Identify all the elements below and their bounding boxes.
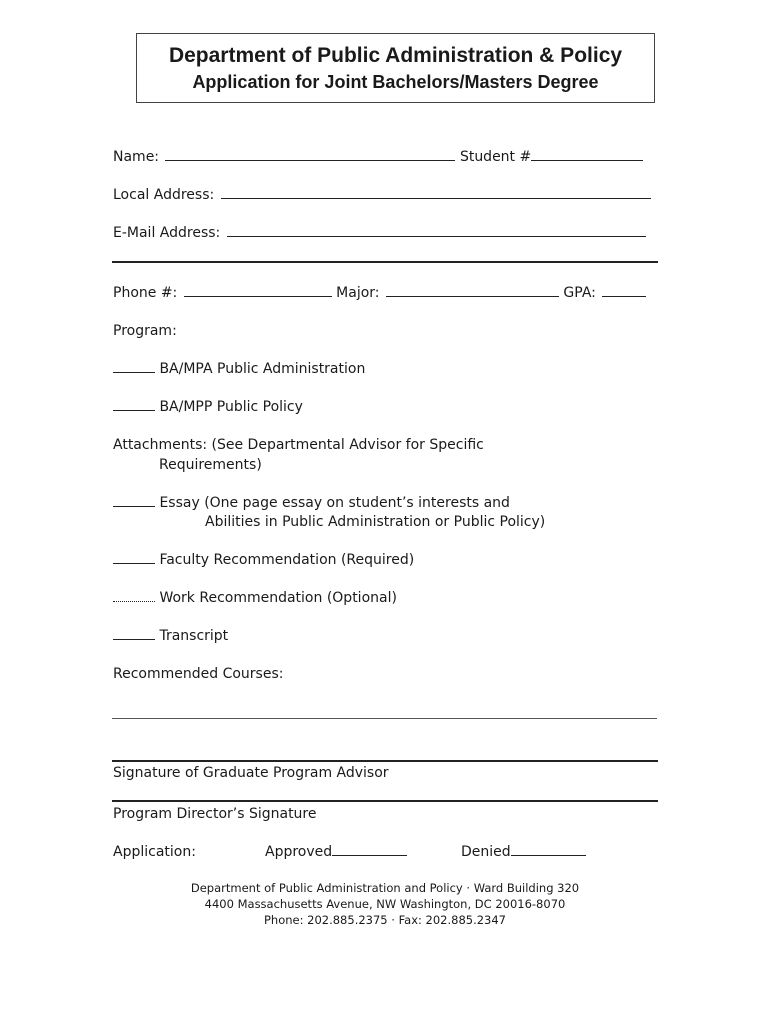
advisor-signature-line[interactable] <box>112 760 658 762</box>
program-option-bampp <box>113 398 303 416</box>
local-address-label: Local Address: <box>113 187 215 203</box>
gpa-label: GPA: <box>563 285 596 301</box>
attachment-essay <box>113 494 510 512</box>
attachment-faculty <box>113 551 414 569</box>
program-option-bampa <box>113 360 365 378</box>
advisor-signature-label: Signature of Graduate Program Advisor <box>113 765 389 781</box>
phone-field[interactable] <box>184 284 332 297</box>
email-label: E-Mail Address: <box>113 225 221 241</box>
attachment-transcript-check[interactable] <box>113 627 155 640</box>
local-address-field[interactable] <box>221 186 651 199</box>
student-number-label: Student # <box>459 149 532 165</box>
denied-label: Denied <box>461 844 511 860</box>
attachment-transcript-label: Transcript <box>159 628 229 644</box>
recommended-courses-field[interactable] <box>112 718 657 719</box>
denied-field[interactable] <box>511 843 586 856</box>
attachment-work <box>113 589 397 607</box>
attachment-transcript <box>113 627 228 645</box>
footer-line2: 4400 Massachusetts Avenue, NW Washington, DC 20016-8070 <box>204 897 566 911</box>
phone-label: Phone #: <box>113 285 178 301</box>
attachment-essay-line2: Abilities in Public Administration or Public Policy) <box>205 514 546 530</box>
attachment-work-label: Work Recommendation (Optional) <box>159 590 397 606</box>
email-field[interactable] <box>227 224 646 237</box>
program-option-bampp-label: BA/MPP Public Policy <box>159 399 303 415</box>
footer <box>0 880 770 928</box>
attachment-essay-check[interactable] <box>113 494 155 507</box>
gpa-field[interactable] <box>602 284 646 297</box>
attachment-work-check[interactable] <box>113 589 155 602</box>
attachment-faculty-check[interactable] <box>113 551 155 564</box>
footer-line1: Department of Public Administration and Policy · Ward Building 320 <box>190 881 580 895</box>
approved-label: Approved <box>265 844 333 860</box>
approved-field[interactable] <box>332 843 407 856</box>
local-address-row <box>113 186 651 204</box>
attachments-label-line1: Attachments: (See Departmental Advisor for Specific <box>113 437 484 453</box>
attachment-faculty-label: Faculty Recommendation (Required) <box>159 552 415 568</box>
attachments-label-line2: Requirements) <box>159 457 262 473</box>
denied-row <box>461 843 586 861</box>
program-option-bampp-check[interactable] <box>113 398 155 411</box>
student-number-field[interactable] <box>531 148 643 161</box>
attachment-essay-label: Essay (One page essay on student’s interests and <box>159 495 510 511</box>
major-label: Major: <box>336 285 380 301</box>
major-field[interactable] <box>386 284 559 297</box>
title-box <box>136 33 655 103</box>
phone-major-gpa-row <box>113 284 646 302</box>
program-label: Program: <box>113 323 177 339</box>
director-signature-line[interactable] <box>112 800 658 802</box>
director-signature-label: Program Director’s Signature <box>113 806 317 822</box>
approved-row <box>265 843 407 861</box>
name-row <box>113 148 643 166</box>
email-row <box>113 224 646 242</box>
program-option-bampa-label: BA/MPA Public Administration <box>159 361 366 377</box>
name-label: Name: <box>113 149 160 165</box>
section-divider <box>112 261 658 263</box>
page-title: Department of Public Administration & Policy <box>168 44 623 67</box>
page-subtitle: Application for Joint Bachelors/Masters Degree <box>192 72 599 92</box>
program-option-bampa-check[interactable] <box>113 360 155 373</box>
footer-line3: Phone: 202.885.2375 · Fax: 202.885.2347 <box>263 913 507 927</box>
name-field[interactable] <box>165 148 455 161</box>
recommended-courses-label: Recommended Courses: <box>113 666 284 682</box>
application-label: Application: <box>113 844 196 860</box>
